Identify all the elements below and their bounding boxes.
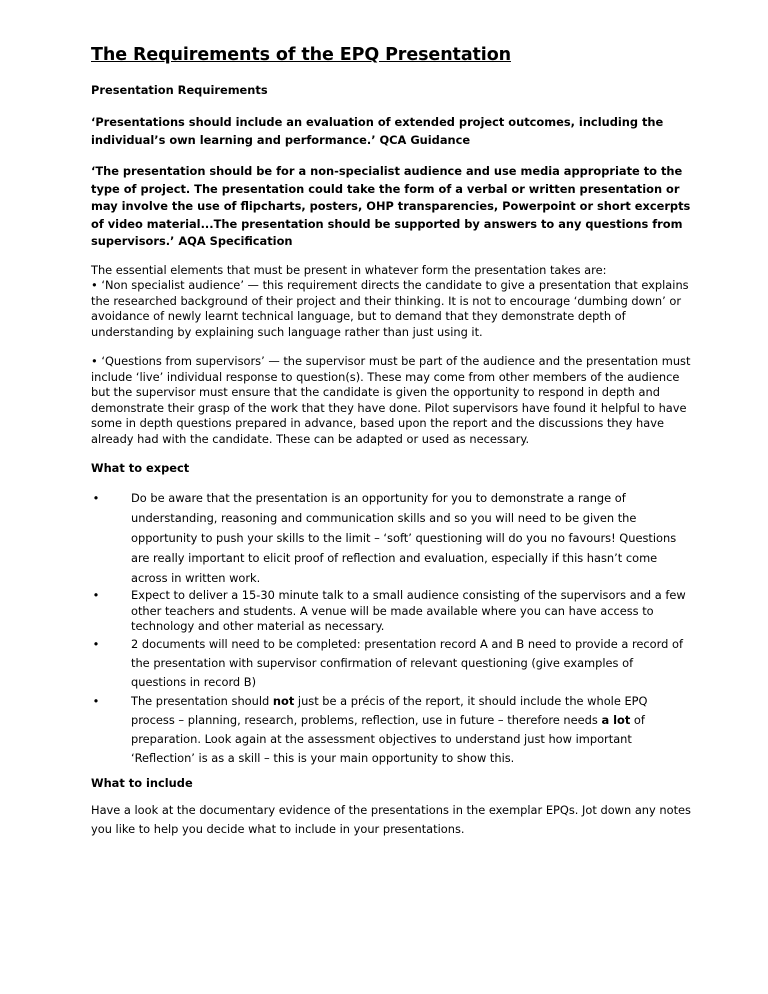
emphasis-not: not xyxy=(272,693,295,708)
qca-guidance-quote: ‘Presentations should include an evaluation of extended project outcomes, including the individual’s own learning and performance.’ QCA Guidance xyxy=(91,115,664,147)
list-item xyxy=(91,488,691,588)
aqa-specification-quote: ‘The presentation should be for a non-specialist audience and use media appropriate to the type of project. The presentation could take the form of a verbal or written presentation or may involve the use of flipcharts, posters, OHP transparencies, Powerpoint or short excerpts of video material...The presentation should be supported by answers to any questions from supervisors.’ AQA Specification xyxy=(91,164,691,248)
bullet-glyph: • xyxy=(92,693,100,708)
list-item xyxy=(91,635,691,692)
list-item xyxy=(91,692,691,768)
what-to-include-text: Have a look at the documentary evidence of the presentations in the exemplar EPQs. Jot down any notes you like to help you decide what to include in your presentations. xyxy=(91,802,691,837)
section-heading-what-to-expect: What to expect xyxy=(91,461,190,475)
document-page xyxy=(91,44,691,840)
list-item-text: 2 documents will need to be completed: presentation record A and B need to provide a record of the presentation with supervisor confirmation of relevant questioning (give examples of questions in record B) xyxy=(131,636,683,689)
bullet-glyph: • xyxy=(92,491,100,505)
list-item-text: Do be aware that the presentation is an opportunity for you to demonstrate a range of understanding, reasoning and communication skills and so you will need to be given the opportunity to push your skills to the limit – ‘soft’ questioning will do you no favours! Questions are really important to elicit proof of reflection and evaluation, especially if this hasn’t come across in written work. xyxy=(131,491,677,585)
essential-elements-intro: The essential elements that must be present in whatever form the presentation takes are: xyxy=(91,262,607,277)
list-item-text-part: The presentation should xyxy=(131,693,273,708)
section-heading-what-to-include: What to include xyxy=(91,775,193,790)
expectations-list xyxy=(91,488,691,768)
emphasis-a-lot: a lot xyxy=(601,712,631,727)
list-item-text xyxy=(131,694,648,765)
bullet-glyph: • xyxy=(92,636,100,651)
list-item xyxy=(91,588,691,635)
section-heading-requirements: Presentation Requirements xyxy=(91,83,268,97)
list-item-text-part: of preparation. Look again at the assessment objectives to understand just how important ‘Reflection’ is as a skill – this is your main opportunity to show this. xyxy=(131,712,645,765)
element-questions-from-supervisors: • ‘Questions from supervisors’ — the supervisor must be part of the audience and the presentation must include ‘live’ individual response to question(s). These may come from other members of the audience but the supervisor must ensure that the candidate is given the opportunity to respond in depth and demonstrate their grasp of the work that they have done. Pilot supervisors have found it helpful to have some in depth questions prepared in advance, based upon the report and the discussions they have already had with the candidate. These can be adapted or used as necessary. xyxy=(91,354,691,446)
list-item-text-part: just be a précis of the report, it should include the whole EPQ process – planning, research, problems, reflection, use in future – therefore needs xyxy=(131,693,648,727)
list-item-text: Expect to deliver a 15-30 minute talk to a small audience consisting of the supervisors and a few other teachers and students. A venue will be made available where you can have access to technology and other material as necessary. xyxy=(131,588,686,634)
page-title: The Requirements of the EPQ Presentation xyxy=(91,45,511,65)
element-non-specialist-audience: • ‘Non specialist audience’ — this requirement directs the candidate to give a presentation that explains the researched background of their project and their thinking. It is not to encourage ‘dumbing down’ or avoidance of newly learnt technical language, but to demand that they demonstrate depth of understanding by explaining such language rather than just using it. xyxy=(91,278,689,339)
bullet-glyph: • xyxy=(92,588,100,602)
